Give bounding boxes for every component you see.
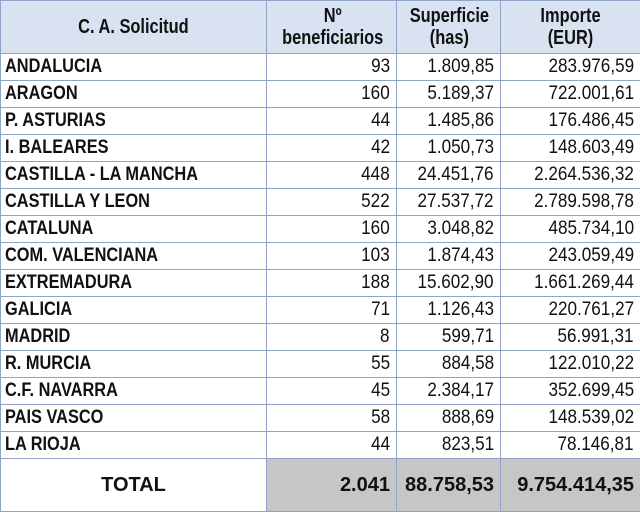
importe-cell: 2.789.598,78 [501,189,640,216]
table-row [1,162,640,189]
region-name-cell: P. ASTURIAS [1,108,267,135]
superficie-cell: 24.451,76 [397,162,501,189]
importe-cell: 220.761,27 [501,297,640,324]
table-row [1,54,640,81]
beneficiarios-cell: 55 [267,351,397,378]
region-name-cell: R. MURCIA [1,351,267,378]
beneficiarios-cell: 448 [267,162,397,189]
region-name-cell: CATALUNA [1,216,267,243]
importe-cell: 148.539,02 [501,405,640,432]
total-row [1,459,640,512]
beneficiarios-cell: 44 [267,432,397,459]
table-row [1,297,640,324]
header-ca-solicitud: C. A. Solicitud [1,1,267,54]
beneficiarios-cell: 71 [267,297,397,324]
superficie-cell: 1.874,43 [397,243,501,270]
beneficiarios-cell: 8 [267,324,397,351]
region-name-cell: EXTREMADURA [1,270,267,297]
superficie-cell: 27.537,72 [397,189,501,216]
table-row [1,108,640,135]
beneficiarios-cell: 160 [267,81,397,108]
total-label: TOTAL [1,459,267,512]
table-body [1,54,640,459]
superficie-cell: 884,58 [397,351,501,378]
importe-cell: 283.976,59 [501,54,640,81]
region-name-cell: COM. VALENCIANA [1,243,267,270]
beneficiarios-cell: 42 [267,135,397,162]
total-beneficiarios: 2.041 [267,459,397,512]
importe-cell: 1.661.269,44 [501,270,640,297]
table-row [1,135,640,162]
table-row [1,216,640,243]
beneficiarios-cell: 44 [267,108,397,135]
importe-cell: 243.059,49 [501,243,640,270]
region-name-cell: C.F. NAVARRA [1,378,267,405]
importe-cell: 148.603,49 [501,135,640,162]
table-row [1,81,640,108]
superficie-cell: 1.050,73 [397,135,501,162]
region-name-cell: CASTILLA - LA MANCHA [1,162,267,189]
superficie-cell: 888,69 [397,405,501,432]
header-row [1,1,640,54]
header-beneficiarios: Nº beneficiarios [267,1,397,54]
region-name-cell: MADRID [1,324,267,351]
table-row [1,378,640,405]
table-row [1,189,640,216]
region-name-cell: GALICIA [1,297,267,324]
table-row [1,405,640,432]
superficie-cell: 1.126,43 [397,297,501,324]
table-row [1,351,640,378]
beneficiarios-cell: 522 [267,189,397,216]
superficie-cell: 5.189,37 [397,81,501,108]
importe-cell: 176.486,45 [501,108,640,135]
importe-cell: 78.146,81 [501,432,640,459]
header-importe: Importe (EUR) [501,1,640,54]
superficie-cell: 2.384,17 [397,378,501,405]
region-name-cell: ARAGON [1,81,267,108]
table-row [1,243,640,270]
beneficiarios-cell: 188 [267,270,397,297]
importe-cell: 352.699,45 [501,378,640,405]
superficie-cell: 1.809,85 [397,54,501,81]
region-name-cell: PAIS VASCO [1,405,267,432]
importe-cell: 485.734,10 [501,216,640,243]
region-name-cell: LA RIOJA [1,432,267,459]
importe-cell: 2.264.536,32 [501,162,640,189]
importe-cell: 122.010,22 [501,351,640,378]
beneficiarios-cell: 93 [267,54,397,81]
beneficiarios-cell: 58 [267,405,397,432]
superficie-cell: 599,71 [397,324,501,351]
beneficiarios-cell: 45 [267,378,397,405]
superficie-cell: 15.602,90 [397,270,501,297]
region-name-cell: CASTILLA Y LEON [1,189,267,216]
region-name-cell: ANDALUCIA [1,54,267,81]
header-superficie: Superficie (has) [397,1,501,54]
table-row [1,270,640,297]
importe-cell: 56.991,31 [501,324,640,351]
beneficiarios-cell: 160 [267,216,397,243]
superficie-cell: 3.048,82 [397,216,501,243]
table-row [1,432,640,459]
superficie-cell: 823,51 [397,432,501,459]
total-importe: 9.754.414,35 [501,459,640,512]
total-superficie: 88.758,53 [397,459,501,512]
beneficiarios-cell: 103 [267,243,397,270]
superficie-cell: 1.485,86 [397,108,501,135]
region-name-cell: I. BALEARES [1,135,267,162]
importe-cell: 722.001,61 [501,81,640,108]
table-row [1,324,640,351]
